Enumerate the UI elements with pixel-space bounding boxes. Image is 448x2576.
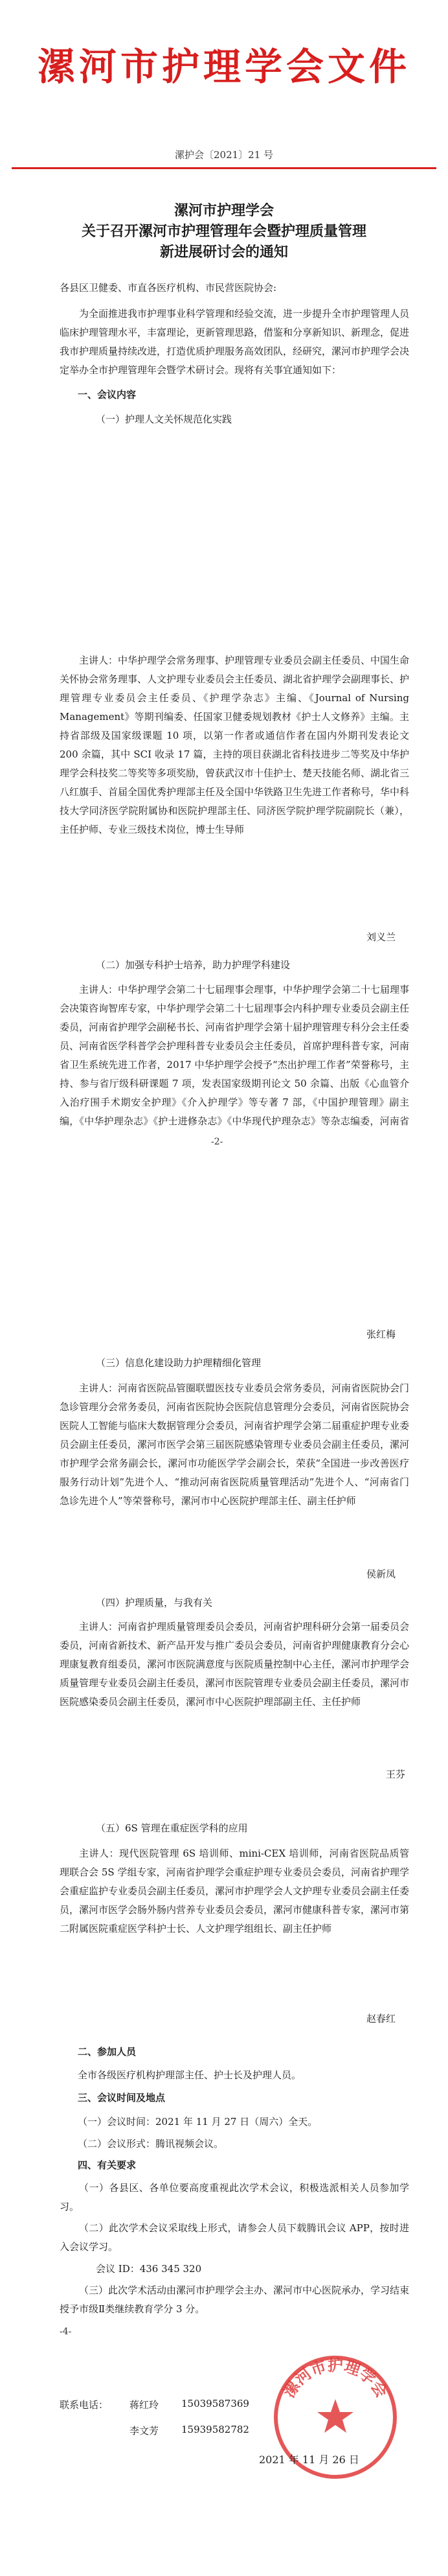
page-number-4: -4-: [60, 2327, 72, 2337]
contact-name-2: 李文芳: [129, 2425, 159, 2437]
requirement-3: （三）此次学术活动由漯河市护理学会主办、漯河市中心医院承办，学习结束授予市级Ⅱ类继续教育学分 3 分。: [60, 2284, 410, 2315]
topic1-signer: 刘义兰: [366, 931, 396, 943]
signoff-date: 2021 年 11 月 26 日: [259, 2454, 359, 2466]
topic4-title: （四）护理质量，与我有关: [96, 1597, 213, 1608]
section3-heading: 三、会议时间及地点: [78, 2092, 166, 2104]
topic1-title: （一）护理人文关怀规范化实践: [96, 413, 232, 425]
topic3-speaker: 主讲人：河南省医院品管圈联盟医技专业委员会常务委员，河南省医院协会门急诊管理分会常务委员，河南省医院协会医院信息管理分会委员，河南省医院协会医院人工智能与临床大数据管理分会委员，河南省护理学会第二届重症护理专业委员会副主任委员，漯河市医学会第三届医院感染管理专业委员会副主任委员，漯河市护理学会常务副会长，漯河市功能医学学会副会长，荣获“全国进一步改善医疗服务行动计划”先进个人、“推动河南省医院质量管理活动”先进个人、“河南省门急诊先进个人”等荣誉称号，漯河市中心医院护理部主任、副主任护师: [60, 1382, 410, 1507]
red-divider-line: [12, 167, 436, 169]
topic1-speaker: 主讲人：中华护理学会常务理事、护理管理专业委员会副主任委员、中国生命关怀协会常务理事、人文护理专业委员会主任委员、湖北省护理学会副理事长、护理管理专业委员会主任委员、《护理学杂志》主编、《Journal of Nursing Management》等期刊编委、任国家卫健委规划教材《护士人文修养》主编。主持省部级及国家级课题 10 项，以第一作者或通信作者在国内外期刊发表论文 200 余篇，其中 SCI 收录 17 篇，主持的项目获湖北省科技进步二等奖及中华护理学会科技奖二等奖等多项奖励，曾获武汉市十佳护士、楚天技能名师、湖北省三八红旗手、首届全国优秀护理部主任及全国中华铁路卫生先进工作者称号，华中科技大学同济医学院附属协和医院护理部主任、同济医学院护理学院副院长（兼），主任护师、专业三级技术岗位，博士生导师: [60, 655, 410, 835]
requirement-1: （一）各县区、各单位要高度重视此次学术会议，积极选派相关人员参加学习。: [60, 2182, 409, 2212]
meeting-id: 会议 ID：436 345 320: [96, 2263, 202, 2275]
meeting-format: （二）会议形式：腾讯视频会议。: [78, 2138, 224, 2150]
topic2-signer: 张红梅: [366, 1329, 396, 1340]
requirement-2: （二）此次学术会议采取线上形式，请参会人员下载腾讯会议 APP，按时进入会议学习。: [60, 2222, 409, 2253]
meeting-time: （一）会议时间：2021 年 11 月 27 日（周六）全天。: [78, 2116, 318, 2128]
topic4-signer: 王芬: [386, 1769, 406, 1780]
red-header-title: 漯河市护理学会文件: [37, 45, 410, 89]
topic5-title: （五）6S 管理在重症医学科的应用: [96, 1822, 248, 1834]
topic2-speaker: 主讲人：中华护理学会第二十七届理事会理事，中华护理学会第二十七届理事会决策咨询智库专家，中华护理学会第二十七届理事会内科护理专业委员会副主任委员，河南省护理学会副秘书长、河南省护理学会第十届护理管理专科分会主任委员、河南省医学科普学会护理科普专业委员会主任委员，首席护理科普专家，河南省卫生系统先进工作者，2017 中华护理学会授予“杰出护理工作者”荣誉称号，主持、参与省厅级科研课题 7 项，发表国家级期刊论文 50 余篇、出版《心血管介入治疗围手术期安全护理》《介入护理学》等专著 7 部，《中国护理管理》副主编，《中华护理杂志》《护士进修杂志》《中华现代护理杂志》等杂志编委，河南省: [60, 984, 409, 1127]
contact-name-1: 蒋红玲: [129, 2399, 159, 2411]
contact-phone-2: 15939582782: [181, 2424, 249, 2435]
notice-title-line2: 关于召开漯河市护理管理年会暨护理质量管理: [81, 223, 366, 240]
topic2-title: （二）加强专科护士培养，助力护理学科建设: [96, 959, 291, 971]
topic5-signer: 赵春红: [366, 2013, 396, 2025]
notice-title-line1: 漯河市护理学会: [174, 202, 274, 219]
topic4-speaker: 主讲人：河南省护理质量管理委员会委员，河南省护理科研分会第一届委员会委员，河南省新技术、新产品开发与推广委员会委员，河南省护理健康教育分会心理康复教育组委员，漯河市医院满意度与医院质量控制中心主任，漯河市护理学会质量管理专业委员会副主任委员，漯河市医院管理专业委员会副主任委员，漯河市医院感染委员会副主任委员，漯河市中心医院护理部副主任、主任护师: [60, 1621, 410, 1708]
notice-title-line3: 新进展研讨会的通知: [159, 244, 288, 261]
document-number: 漯护会〔2021〕21 号: [174, 149, 274, 161]
section2-text: 全市各级医疗机构护理部主任、护士长及护理人员。: [78, 2069, 302, 2081]
contact-phone-1: 15039587369: [181, 2398, 249, 2409]
section1-heading: 一、会议内容: [78, 389, 137, 400]
topic3-signer: 侯新凤: [366, 1568, 396, 1580]
topic3-title: （三）信息化建设助力护理精细化管理: [96, 1357, 262, 1369]
contact-label: 联系电话：: [60, 2399, 109, 2411]
intro-paragraph: 为全面推进我市护理事业科学管理和经验交流，进一步提升全市护理管理人员临床护理管理水平，丰富理论，更新管理思路，借鉴和分享新知识、新理念，促进我市护理质量持续改进，打造优质护理服务高效团队，经研究，漯河市护理学会决定举办全市护理管理年会暨学术研讨会。现将有关事宜通知如下：: [60, 308, 410, 376]
section2-heading: 二、参加人员: [78, 2046, 137, 2058]
page-number-2: -2-: [211, 1137, 223, 1147]
topic5-speaker: 主讲人：现代医院管理 6S 培训师、mini-CEX 培训师，河南省医院品质管理联合会 5S 学组专家，河南省护理学会重症护理专业委员会委员，河南省护理学会重症监护专业委员会副主任委员，漯河市护理学会人文护理专业委员会副主任委员，漯河市医学会肠外肠内营养专业委员会委员，漯河市健康科普专家，漯河市第二附属医院重症医学科护士长、人文护理学组组长、副主任护师: [60, 1848, 410, 1934]
svg-text:漯河市护理学会: 漯河市护理学会: [279, 2356, 392, 2401]
addressee: 各县区卫健委、市直各医疗机构、市民营医院协会:: [60, 282, 277, 294]
section4-heading: 四、有关要求: [78, 2159, 137, 2171]
